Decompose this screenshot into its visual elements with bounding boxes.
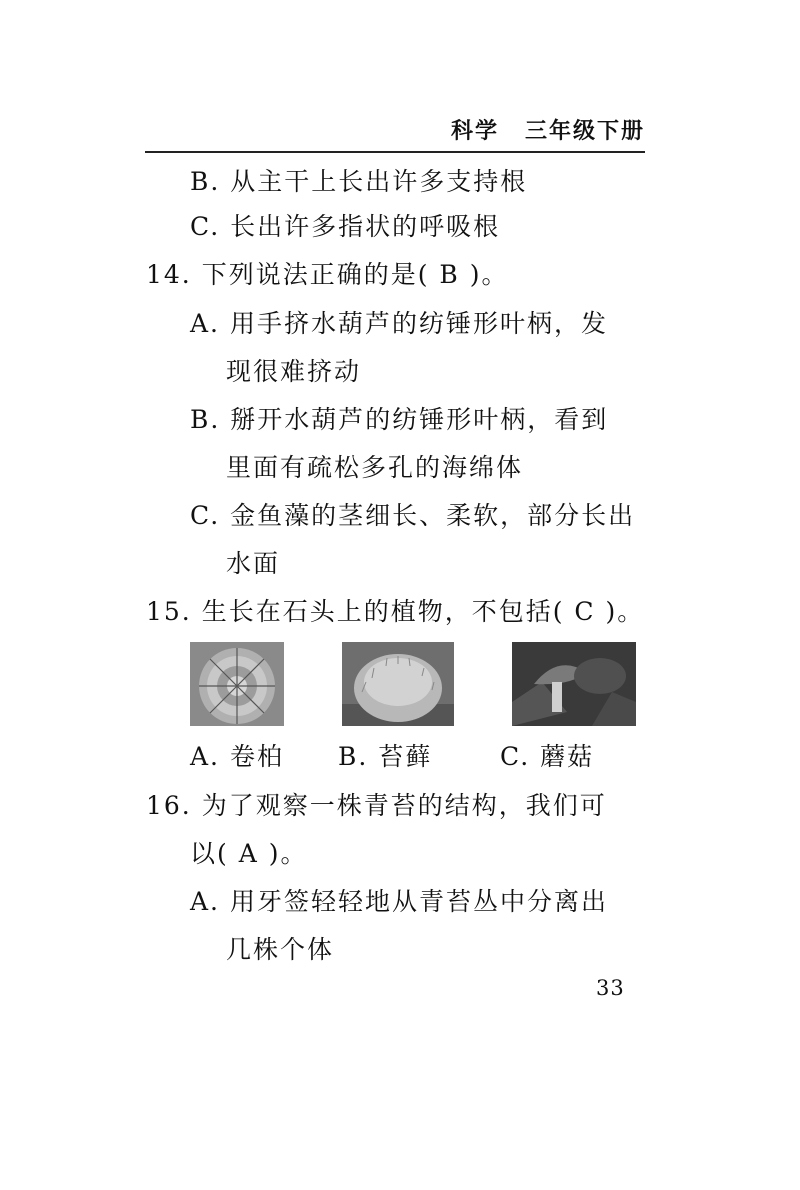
q15-caption-c: C. 蘑菇 bbox=[500, 742, 595, 771]
q14-option-c-line1: C. 金鱼藻的茎细长、柔软，部分长出 bbox=[190, 501, 636, 530]
q14-option-c-line2: 水面 bbox=[226, 549, 281, 578]
q16-option-a-line2: 几株个体 bbox=[226, 935, 335, 964]
page-number: 33 bbox=[596, 976, 625, 1000]
header-grade: 三年级下册 bbox=[524, 119, 645, 144]
q16-option-a-line1: A. 用牙签轻轻地从青苔丛中分离出 bbox=[190, 887, 608, 916]
q13-option-b: B. 从主干上长出许多支持根 bbox=[190, 167, 528, 196]
q16-stem-line1: 16. 为了观察一株青苔的结构，我们可 bbox=[146, 791, 607, 820]
q14-option-a-line2: 现很难挤动 bbox=[226, 357, 362, 386]
mushroom-photo bbox=[512, 642, 636, 726]
q13-option-c: C. 长出许多指状的呼吸根 bbox=[190, 212, 501, 241]
q14-option-b-line2: 里面有疏松多孔的海绵体 bbox=[226, 453, 524, 482]
q16-stem-line2: 以( A )。 bbox=[190, 839, 308, 868]
q15-caption-a: A. 卷柏 bbox=[190, 742, 284, 771]
q15-stem: 15. 生长在石头上的植物，不包括( C )。 bbox=[146, 597, 645, 626]
running-header bbox=[145, 114, 645, 150]
moss-photo bbox=[342, 642, 454, 726]
q14-option-a-line1: A. 用手挤水葫芦的纺锤形叶柄，发 bbox=[190, 309, 608, 338]
q14-stem: 14. 下列说法正确的是( B )。 bbox=[146, 260, 509, 289]
header-subject: 科学 bbox=[450, 119, 499, 144]
header-rule bbox=[145, 151, 645, 153]
q15-caption-b: B. 苔藓 bbox=[338, 742, 433, 771]
q14-option-b-line1: B. 掰开水葫芦的纺锤形叶柄，看到 bbox=[190, 405, 609, 434]
selaginella-photo bbox=[190, 642, 284, 726]
